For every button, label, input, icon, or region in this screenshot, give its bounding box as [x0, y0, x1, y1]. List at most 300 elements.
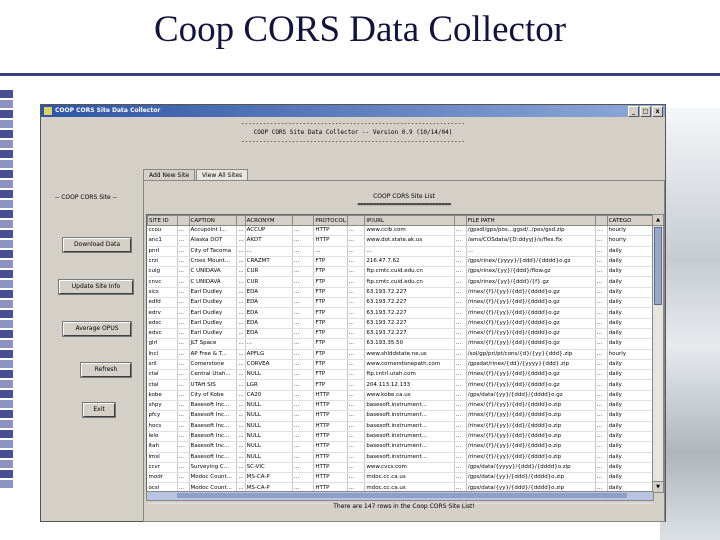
- table-cell[interactable]: www.shlddstate.ne.us: [365, 349, 454, 359]
- table-cell[interactable]: ...: [237, 318, 245, 328]
- table-cell[interactable]: HTTP: [314, 473, 347, 483]
- table-cell[interactable]: HTTP: [314, 452, 347, 462]
- table-cell[interactable]: ...: [595, 328, 607, 338]
- table-cell[interactable]: /sol/gp/pri/pt/cons/{d}/{yy}{ddd}.zip: [466, 349, 595, 359]
- table-cell[interactable]: kobe: [148, 390, 178, 400]
- table-cell[interactable]: basesoft.instrument...: [365, 411, 454, 421]
- table-cell[interactable]: ...: [177, 226, 189, 236]
- table-cell[interactable]: ccou: [148, 226, 178, 236]
- table-cell[interactable]: pfcy: [148, 411, 178, 421]
- table-cell[interactable]: FTP: [314, 370, 347, 380]
- table-cell[interactable]: ...: [347, 318, 365, 328]
- download-data-button[interactable]: Download Data: [63, 238, 131, 252]
- table-cell[interactable]: JLT Space: [189, 339, 237, 349]
- table-cell[interactable]: ...: [595, 287, 607, 297]
- table-cell[interactable]: ...: [292, 359, 313, 369]
- table-cell[interactable]: /gpsdl/gps/pos...ggsd/../pos/gsd.zip: [466, 226, 595, 236]
- table-cell[interactable]: 63.193.35.50: [365, 339, 454, 349]
- table-cell[interactable]: cnvc: [148, 277, 178, 287]
- table-row[interactable]: [148, 442, 653, 452]
- table-cell[interactable]: daily: [607, 452, 652, 462]
- table-cell[interactable]: ...: [595, 308, 607, 318]
- table-cell[interactable]: ...: [347, 431, 365, 441]
- table-cell[interactable]: ...: [292, 411, 313, 421]
- table-cell[interactable]: ...: [347, 339, 365, 349]
- table-cell[interactable]: ...: [177, 308, 189, 318]
- table-cell[interactable]: ...: [292, 287, 313, 297]
- table-cell[interactable]: ftp.cmtc.cuid.edu.cn: [365, 277, 454, 287]
- table-cell[interactable]: edfd: [148, 298, 178, 308]
- table-cell[interactable]: ...: [177, 390, 189, 400]
- table-cell[interactable]: ...: [177, 452, 189, 462]
- table-cell[interactable]: ...: [347, 401, 365, 411]
- table-cell[interactable]: lmsl: [148, 452, 178, 462]
- table-cell[interactable]: ocsl: [148, 483, 178, 493]
- table-cell[interactable]: ...: [365, 246, 454, 256]
- table-cell[interactable]: ...: [237, 256, 245, 266]
- table-cell[interactable]: crzi: [148, 256, 178, 266]
- table-cell[interactable]: ...: [177, 370, 189, 380]
- table-cell[interactable]: Basesoft Inc...: [189, 411, 237, 421]
- table-cell[interactable]: www.cornerstonepath.com: [365, 359, 454, 369]
- table-cell[interactable]: /rinex/{f}/{yy}/{dd}/{dddd}o.gz: [466, 308, 595, 318]
- exit-button[interactable]: Exit: [83, 403, 115, 417]
- table-cell[interactable]: ...: [454, 256, 466, 266]
- table-cell[interactable]: daily: [607, 370, 652, 380]
- table-cell[interactable]: ...: [595, 370, 607, 380]
- table-cell[interactable]: ...: [347, 349, 365, 359]
- table-cell[interactable]: ...: [292, 236, 313, 246]
- table-cell[interactable]: ...: [595, 380, 607, 390]
- table-cell[interactable]: hourly: [607, 226, 652, 236]
- table-cell[interactable]: ...: [347, 473, 365, 483]
- table-row[interactable]: [148, 256, 653, 266]
- table-cell[interactable]: EDA: [245, 318, 292, 328]
- table-cell[interactable]: modr: [148, 473, 178, 483]
- table-cell[interactable]: ...: [292, 421, 313, 431]
- table-cell[interactable]: ...: [347, 411, 365, 421]
- table-cell[interactable]: 63.193.72.227: [365, 287, 454, 297]
- table-cell[interactable]: ...: [292, 473, 313, 483]
- table-cell[interactable]: ...: [347, 380, 365, 390]
- table-cell[interactable]: Surveying C...: [189, 462, 237, 472]
- table-cell[interactable]: Basesoft Inc...: [189, 452, 237, 462]
- table-cell[interactable]: 63.193.72.227: [365, 308, 454, 318]
- table-row[interactable]: [148, 421, 653, 431]
- table-cell[interactable]: ...: [292, 328, 313, 338]
- table-cell[interactable]: ...: [347, 452, 365, 462]
- table-cell[interactable]: ...: [347, 226, 365, 236]
- scroll-thumb[interactable]: [654, 227, 662, 305]
- table-cell[interactable]: daily: [607, 267, 652, 277]
- table-cell[interactable]: ...: [454, 236, 466, 246]
- table-cell[interactable]: HTTP: [314, 462, 347, 472]
- table-cell[interactable]: /rinex/{f}/{yy}/{dd}/{dddd}o.zip: [466, 411, 595, 421]
- table-cell[interactable]: ...: [177, 298, 189, 308]
- table-cell[interactable]: ...: [237, 236, 245, 246]
- table-cell[interactable]: daily: [607, 318, 652, 328]
- table-cell[interactable]: HTTP: [314, 236, 347, 246]
- table-cell[interactable]: ...: [347, 246, 365, 256]
- table-cell[interactable]: ...: [292, 370, 313, 380]
- minimize-icon[interactable]: _: [628, 106, 639, 117]
- table-cell[interactable]: ...: [595, 339, 607, 349]
- column-header[interactable]: [237, 216, 245, 226]
- table-cell[interactable]: HTTP: [314, 442, 347, 452]
- table-cell[interactable]: ccvr: [148, 462, 178, 472]
- table-cell[interactable]: Basesoft Inc...: [189, 431, 237, 441]
- table-cell[interactable]: ...: [292, 246, 313, 256]
- table-cell[interactable]: Earl Dudley: [189, 298, 237, 308]
- table-cell[interactable]: /gpsdat/rinex/{dd}/{yyyy}{ddd}.zip: [466, 359, 595, 369]
- table-cell[interactable]: ...: [347, 298, 365, 308]
- table-cell[interactable]: ...: [237, 421, 245, 431]
- table-row[interactable]: [148, 328, 653, 338]
- table-cell[interactable]: ...: [177, 246, 189, 256]
- table-cell[interactable]: HTTP: [314, 421, 347, 431]
- table-cell[interactable]: ...: [177, 328, 189, 338]
- table-cell[interactable]: ...: [454, 308, 466, 318]
- column-header[interactable]: CATEGO: [607, 216, 652, 226]
- table-cell[interactable]: daily: [607, 462, 652, 472]
- column-header[interactable]: [177, 216, 189, 226]
- table-cell[interactable]: HTTP: [314, 483, 347, 493]
- table-cell[interactable]: ...: [177, 442, 189, 452]
- table-cell[interactable]: NULL: [245, 411, 292, 421]
- table-cell[interactable]: daily: [607, 328, 652, 338]
- table-cell[interactable]: ...: [292, 431, 313, 441]
- table-cell[interactable]: ...: [237, 442, 245, 452]
- table-cell[interactable]: ...: [595, 236, 607, 246]
- table-cell[interactable]: ...: [292, 349, 313, 359]
- table-cell[interactable]: ...: [292, 226, 313, 236]
- table-row[interactable]: [148, 462, 653, 472]
- table-cell[interactable]: ...: [292, 256, 313, 266]
- table-cell[interactable]: ...: [245, 339, 292, 349]
- table-cell[interactable]: ...: [237, 483, 245, 493]
- table-cell[interactable]: ...: [177, 267, 189, 277]
- table-cell[interactable]: basesoft.instrument...: [365, 442, 454, 452]
- table-cell[interactable]: ...: [237, 380, 245, 390]
- close-icon[interactable]: x: [652, 106, 663, 117]
- table-cell[interactable]: culg: [148, 267, 178, 277]
- table-cell[interactable]: FTP: [314, 267, 347, 277]
- table-cell[interactable]: FTP: [314, 318, 347, 328]
- column-header[interactable]: PROTOCOL: [315, 217, 346, 224]
- table-cell[interactable]: daily: [607, 421, 652, 431]
- table-cell[interactable]: 63.193.72.227: [365, 298, 454, 308]
- table-cell[interactable]: ctal: [148, 370, 178, 380]
- table-cell[interactable]: edrv: [148, 308, 178, 318]
- table-cell[interactable]: ...: [177, 401, 189, 411]
- table-cell[interactable]: ...: [454, 462, 466, 472]
- table-cell[interactable]: ...: [454, 287, 466, 297]
- table-cell[interactable]: ...: [347, 267, 365, 277]
- table-cell[interactable]: NULL: [245, 442, 292, 452]
- table-cell[interactable]: daily: [607, 442, 652, 452]
- table-cell[interactable]: ...: [347, 236, 365, 246]
- table-cell[interactable]: /gps/data/{yy}/{ddd}/{dddd}o.gz: [466, 390, 595, 400]
- table-cell[interactable]: ...: [245, 246, 292, 256]
- table-cell[interactable]: HTTP: [314, 390, 347, 400]
- table-cell[interactable]: mdoc.cc.ca.us: [365, 473, 454, 483]
- table-cell[interactable]: hourly: [607, 349, 652, 359]
- table-cell[interactable]: EDA: [245, 328, 292, 338]
- table-cell[interactable]: Accupoint I...: [189, 226, 237, 236]
- table-cell[interactable]: ...: [177, 421, 189, 431]
- table-cell[interactable]: FTP: [314, 339, 347, 349]
- column-header[interactable]: [454, 216, 466, 226]
- table-row[interactable]: [148, 308, 653, 318]
- table-cell[interactable]: ...: [237, 339, 245, 349]
- table-cell[interactable]: ...: [237, 246, 245, 256]
- table-cell[interactable]: CRAZMT: [245, 256, 292, 266]
- table-cell[interactable]: ...: [595, 246, 607, 256]
- table-cell[interactable]: mdoc.cc.ca.us: [365, 483, 454, 493]
- table-cell[interactable]: daily: [607, 298, 652, 308]
- table-cell[interactable]: ...: [237, 462, 245, 472]
- table-row[interactable]: [148, 380, 653, 390]
- table-cell[interactable]: ...: [177, 277, 189, 287]
- table-cell[interactable]: ...: [454, 380, 466, 390]
- table-cell[interactable]: ...: [347, 483, 365, 493]
- table-cell[interactable]: ...: [595, 277, 607, 287]
- table-cell[interactable]: ACCUP: [245, 226, 292, 236]
- table-cell[interactable]: ...: [177, 483, 189, 493]
- table-cell[interactable]: ...: [595, 452, 607, 462]
- table-cell[interactable]: ...: [347, 256, 365, 266]
- table-cell[interactable]: daily: [607, 473, 652, 483]
- table-cell[interactable]: FTP: [314, 298, 347, 308]
- table-cell[interactable]: www.ccib.com: [365, 226, 454, 236]
- table-cell[interactable]: basesoft.instrument...: [365, 452, 454, 462]
- table-cell[interactable]: AP Free & T...: [189, 349, 237, 359]
- table-cell[interactable]: www.kobe.ca.us: [365, 390, 454, 400]
- table-cell[interactable]: Cross Mount...: [189, 256, 237, 266]
- table-cell[interactable]: /ams/COSdata/{D:ddyyj}/s/flex.flx: [466, 236, 595, 246]
- table-cell[interactable]: daily: [607, 277, 652, 287]
- table-cell[interactable]: ...: [454, 318, 466, 328]
- table-cell[interactable]: lncl: [148, 349, 178, 359]
- table-cell[interactable]: CORVEA: [245, 359, 292, 369]
- table-cell[interactable]: ...: [177, 318, 189, 328]
- table-cell[interactable]: MS-CA-P: [245, 473, 292, 483]
- table-cell[interactable]: Alaska DOT: [189, 236, 237, 246]
- table-cell[interactable]: daily: [607, 339, 652, 349]
- table-cell[interactable]: hocs: [148, 421, 178, 431]
- table-cell[interactable]: Comerstone: [189, 359, 237, 369]
- table-cell[interactable]: ...: [177, 236, 189, 246]
- table-cell[interactable]: ...: [347, 442, 365, 452]
- table-cell[interactable]: /rinex/{f}/{yy}/{dd}/{dddd}o.zip: [466, 442, 595, 452]
- horizontal-scroll-thumb[interactable]: [177, 493, 627, 498]
- table-cell[interactable]: /rinex/{f}/{yy}/{dd}/{dddd}o.gz: [466, 318, 595, 328]
- table-cell[interactable]: FTP: [314, 308, 347, 318]
- column-header[interactable]: SITE ID: [148, 216, 178, 226]
- table-cell[interactable]: ...: [454, 411, 466, 421]
- table-row[interactable]: [148, 452, 653, 462]
- table-cell[interactable]: ...: [237, 452, 245, 462]
- window-titlebar[interactable]: [41, 105, 665, 117]
- table-cell[interactable]: ...: [595, 256, 607, 266]
- table-cell[interactable]: ...: [292, 390, 313, 400]
- table-cell[interactable]: ...: [314, 246, 347, 256]
- table-cell[interactable]: ...: [454, 359, 466, 369]
- column-header[interactable]: CAPTION: [189, 216, 237, 226]
- column-header[interactable]: FILE PATH: [466, 216, 595, 226]
- table-cell[interactable]: /rinex/{f}/{yy}/{dd}/{dddd}o.zip: [466, 421, 595, 431]
- table-row[interactable]: [148, 370, 653, 380]
- table-cell[interactable]: /gps/rinex/{yy}/{ddd}/{f}.gz: [466, 277, 595, 287]
- table-row[interactable]: [148, 318, 653, 328]
- table-cell[interactable]: ...: [595, 390, 607, 400]
- table-cell[interactable]: /gps/rinex/{yy}/{ddd}/flow.gz: [466, 267, 595, 277]
- table-cell[interactable]: ...: [454, 473, 466, 483]
- table-cell[interactable]: ...: [595, 431, 607, 441]
- table-cell[interactable]: Basesoft Inc...: [189, 401, 237, 411]
- table-cell[interactable]: /rinex/{f}/{yy}/{dd}/{dddd}o.gz: [466, 339, 595, 349]
- table-cell[interactable]: ...: [237, 473, 245, 483]
- table-cell[interactable]: ...: [237, 287, 245, 297]
- refresh-button[interactable]: Refresh: [81, 363, 131, 377]
- table-cell[interactable]: ...: [454, 349, 466, 359]
- table-cell[interactable]: /gps/rinex/{yyyy}/{ddd}/{dddd}o.gz: [466, 256, 595, 266]
- table-cell[interactable]: ftp.cmtc.cuid.edu.cn: [365, 267, 454, 277]
- table-cell[interactable]: HTTP: [314, 431, 347, 441]
- table-cell[interactable]: pnrl: [148, 246, 178, 256]
- table-cell[interactable]: daily: [607, 431, 652, 441]
- table-cell[interactable]: basesoft.instrument...: [365, 401, 454, 411]
- column-header[interactable]: [595, 216, 607, 226]
- table-cell[interactable]: C UNIDAVA: [189, 277, 237, 287]
- scroll-down-icon[interactable]: ▼: [653, 481, 663, 492]
- table-cell[interactable]: ...: [292, 462, 313, 472]
- table-cell[interactable]: /gps/data/{yy}/{ddd}/{dddd}o.zip: [466, 483, 595, 493]
- table-cell[interactable]: www.dot.state.ak.us: [365, 236, 454, 246]
- table-cell[interactable]: /rinex/{f}/{yy}/{dd}/{dddd}o.gz: [466, 328, 595, 338]
- table-cell[interactable]: LGR: [245, 380, 292, 390]
- table-cell[interactable]: FTP: [314, 328, 347, 338]
- table-row[interactable]: [148, 277, 653, 287]
- table-cell[interactable]: lelo: [148, 431, 178, 441]
- table-cell[interactable]: ...: [454, 298, 466, 308]
- table-cell[interactable]: ...: [292, 339, 313, 349]
- table-cell[interactable]: ...: [177, 431, 189, 441]
- table-cell[interactable]: ftp.cntrl.utah.com: [365, 370, 454, 380]
- table-cell[interactable]: ...: [347, 462, 365, 472]
- table-cell[interactable]: ...: [292, 483, 313, 493]
- table-cell[interactable]: ...: [292, 267, 313, 277]
- table-cell[interactable]: CUR: [245, 267, 292, 277]
- table-cell[interactable]: daily: [607, 256, 652, 266]
- table-cell[interactable]: ...: [595, 318, 607, 328]
- table-cell[interactable]: ...: [454, 401, 466, 411]
- table-cell[interactable]: ...: [292, 277, 313, 287]
- table-cell[interactable]: ...: [347, 287, 365, 297]
- table-cell[interactable]: ...: [454, 339, 466, 349]
- table-cell[interactable]: basesoft.instrument...: [365, 431, 454, 441]
- table-cell[interactable]: ...: [237, 226, 245, 236]
- table-cell[interactable]: ...: [595, 462, 607, 472]
- table-cell[interactable]: EDA: [245, 298, 292, 308]
- table-cell[interactable]: ...: [347, 277, 365, 287]
- table-cell[interactable]: FTP: [314, 359, 347, 369]
- column-header[interactable]: [292, 216, 313, 226]
- table-cell[interactable]: EDA: [245, 287, 292, 297]
- table-cell[interactable]: ...: [177, 349, 189, 359]
- table-cell[interactable]: ...: [595, 359, 607, 369]
- table-cell[interactable]: ...: [454, 226, 466, 236]
- table-cell[interactable]: Earl Dudley: [189, 318, 237, 328]
- table-cell[interactable]: NULL: [245, 421, 292, 431]
- table-cell[interactable]: daily: [607, 380, 652, 390]
- table-row[interactable]: [148, 473, 653, 483]
- table-cell[interactable]: NULL: [245, 431, 292, 441]
- table-cell[interactable]: ...: [595, 349, 607, 359]
- table-cell[interactable]: ...: [595, 442, 607, 452]
- table-cell[interactable]: ...: [595, 267, 607, 277]
- table-cell[interactable]: ...: [292, 380, 313, 390]
- table-cell[interactable]: /gps/data/{yy}/{ddd}/{dddd}o.zip: [466, 473, 595, 483]
- maximize-icon[interactable]: □: [640, 106, 651, 117]
- table-cell[interactable]: ...: [237, 308, 245, 318]
- table-cell[interactable]: FTP: [314, 380, 347, 390]
- table-cell[interactable]: edsc: [148, 318, 178, 328]
- table-cell[interactable]: FTP: [314, 277, 347, 287]
- table-cell[interactable]: /rinex/{f}/{yy}/{dd}/{dddd}o.gz: [466, 370, 595, 380]
- horizontal-scrollbar[interactable]: [146, 491, 654, 501]
- table-cell[interactable]: ...: [595, 411, 607, 421]
- table-cell[interactable]: AKDT: [245, 236, 292, 246]
- table-cell[interactable]: FTP: [314, 349, 347, 359]
- table-cell[interactable]: ...: [177, 462, 189, 472]
- column-header[interactable]: IP/URL: [365, 216, 454, 226]
- table-cell[interactable]: ...: [347, 359, 365, 369]
- column-header[interactable]: ACRONYM: [245, 216, 292, 226]
- table-cell[interactable]: ...: [237, 401, 245, 411]
- table-cell[interactable]: 63.193.72.227: [365, 328, 454, 338]
- table-cell[interactable]: anc1: [148, 236, 178, 246]
- table-cell[interactable]: APFLG: [245, 349, 292, 359]
- table-cell[interactable]: ...: [347, 308, 365, 318]
- table-cell[interactable]: ...: [347, 328, 365, 338]
- table-cell[interactable]: ...: [595, 483, 607, 493]
- table-cell[interactable]: ...: [237, 298, 245, 308]
- table-cell[interactable]: ...: [454, 483, 466, 493]
- table-cell[interactable]: ltah: [148, 442, 178, 452]
- table-cell[interactable]: sics: [148, 287, 178, 297]
- table-cell[interactable]: ...: [292, 318, 313, 328]
- table-row[interactable]: [148, 246, 653, 256]
- table-cell[interactable]: ...: [595, 473, 607, 483]
- table-cell[interactable]: CA20: [245, 390, 292, 400]
- table-cell[interactable]: Earl Dudley: [189, 287, 237, 297]
- table-cell[interactable]: HTTP: [314, 226, 347, 236]
- update-site-info-button[interactable]: Update Site Info: [59, 280, 133, 294]
- table-cell[interactable]: ...: [595, 298, 607, 308]
- table-cell[interactable]: /rinex/{f}/{yy}/{dd}/{dddd}o.zip: [466, 431, 595, 441]
- table-row[interactable]: [148, 359, 653, 369]
- table-cell[interactable]: ...: [347, 390, 365, 400]
- table-cell[interactable]: daily: [607, 483, 652, 493]
- table-cell[interactable]: ...: [237, 328, 245, 338]
- table-cell[interactable]: ...: [177, 380, 189, 390]
- table-cell[interactable]: Basesoft Inc...: [189, 442, 237, 452]
- table-cell[interactable]: ...: [237, 349, 245, 359]
- table-cell[interactable]: ...: [454, 277, 466, 287]
- average-opus-button[interactable]: Average OPUS: [63, 322, 131, 336]
- table-cell[interactable]: Central Utah...: [189, 370, 237, 380]
